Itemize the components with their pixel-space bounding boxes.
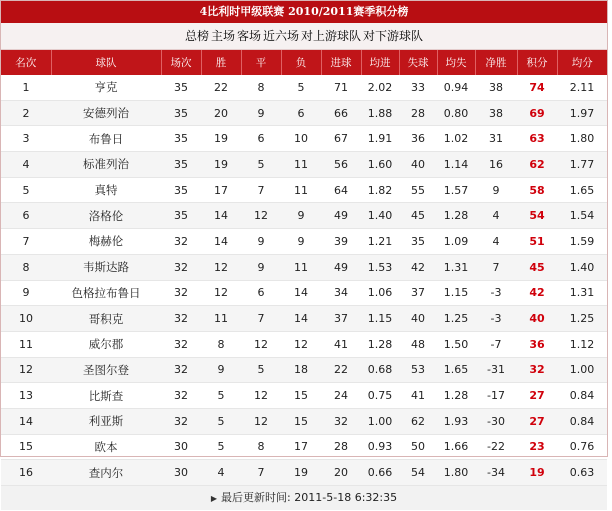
table-cell: 1.40: [557, 254, 607, 280]
table-cell: 32: [161, 306, 201, 332]
table-cell: 38: [475, 100, 517, 126]
table-cell: 31: [475, 126, 517, 152]
team-name-cell[interactable]: 真特: [51, 177, 161, 203]
page-title: 4比利时甲级联赛 2010/2011赛季积分榜: [1, 1, 607, 23]
table-cell: 36: [399, 126, 437, 152]
tab-0[interactable]: 总榜: [184, 29, 209, 43]
column-header: 场次: [161, 50, 201, 75]
table-cell: 1.59: [557, 229, 607, 255]
table-cell: 35: [161, 203, 201, 229]
table-cell: 39: [321, 229, 361, 255]
table-cell: 1.80: [557, 126, 607, 152]
column-header: 平: [241, 50, 281, 75]
table-cell: 12: [241, 203, 281, 229]
points-cell: 32: [517, 357, 557, 383]
table-cell: 1.88: [361, 100, 399, 126]
table-cell: 17: [201, 177, 241, 203]
table-cell: 1.65: [437, 357, 475, 383]
table-cell: 9: [281, 203, 321, 229]
table-cell: 1.25: [557, 306, 607, 332]
table-cell: 32: [161, 254, 201, 280]
table-cell: 0.84: [557, 408, 607, 434]
table-cell: 2.02: [361, 75, 399, 100]
table-cell: 2: [1, 100, 51, 126]
table-cell: 4: [475, 229, 517, 255]
table-cell: 7: [241, 306, 281, 332]
table-cell: 49: [321, 203, 361, 229]
table-cell: 40: [399, 152, 437, 178]
table-cell: 56: [321, 152, 361, 178]
table-cell: 5: [201, 383, 241, 409]
table-cell: 37: [321, 306, 361, 332]
table-row: [1, 357, 607, 383]
table-cell: 7: [475, 254, 517, 280]
points-cell: 45: [517, 254, 557, 280]
column-header: 名次: [1, 50, 51, 75]
team-name-cell[interactable]: 安德列治: [51, 100, 161, 126]
standings-table: [1, 50, 607, 486]
column-header: 球队: [51, 50, 161, 75]
table-cell: -31: [475, 357, 517, 383]
table-cell: 1.97: [557, 100, 607, 126]
table-cell: 32: [161, 357, 201, 383]
table-cell: 12: [241, 408, 281, 434]
table-cell: 54: [399, 460, 437, 486]
table-cell: 35: [161, 100, 201, 126]
table-cell: 42: [399, 254, 437, 280]
column-header: 均进: [361, 50, 399, 75]
table-cell: 22: [321, 357, 361, 383]
table-cell: 9: [281, 229, 321, 255]
table-cell: 50: [399, 434, 437, 460]
table-cell: 1.50: [437, 331, 475, 357]
table-cell: 6: [281, 100, 321, 126]
table-cell: 8: [241, 434, 281, 460]
column-header: 均分: [557, 50, 607, 75]
table-cell: 20: [201, 100, 241, 126]
points-cell: 19: [517, 460, 557, 486]
team-name-cell[interactable]: 洛格伦: [51, 203, 161, 229]
table-cell: 35: [161, 152, 201, 178]
table-cell: 41: [399, 383, 437, 409]
table-row: [1, 280, 607, 306]
table-row: [1, 152, 607, 178]
table-cell: 3: [1, 126, 51, 152]
column-header: 胜: [201, 50, 241, 75]
table-cell: 16: [1, 460, 51, 486]
table-cell: 11: [201, 306, 241, 332]
table-cell: 1.80: [437, 460, 475, 486]
table-cell: 20: [321, 460, 361, 486]
table-cell: 1.60: [361, 152, 399, 178]
table-cell: 1.12: [557, 331, 607, 357]
table-cell: 5: [281, 75, 321, 100]
team-name-cell[interactable]: 欧本: [51, 434, 161, 460]
table-cell: 0.94: [437, 75, 475, 100]
table-cell: 14: [1, 408, 51, 434]
table-cell: 15: [281, 408, 321, 434]
table-cell: 32: [321, 408, 361, 434]
table-cell: 9: [241, 254, 281, 280]
last-updated-time: 2011-5-18 6:32:35: [294, 491, 398, 504]
team-name-cell[interactable]: 色格拉布鲁日: [51, 280, 161, 306]
table-cell: 18: [281, 357, 321, 383]
table-cell: 17: [281, 434, 321, 460]
table-cell: 32: [161, 331, 201, 357]
table-cell: 1.28: [361, 331, 399, 357]
table-cell: 5: [1, 177, 51, 203]
table-row: [1, 177, 607, 203]
column-header: 失球: [399, 50, 437, 75]
table-cell: 4: [475, 203, 517, 229]
team-name-cell[interactable]: 比斯查: [51, 383, 161, 409]
table-header-row: [1, 50, 607, 75]
table-cell: 4: [201, 460, 241, 486]
table-cell: 2.11: [557, 75, 607, 100]
table-cell: 12: [201, 280, 241, 306]
last-updated-label: 最后更新时间:: [221, 491, 291, 504]
table-cell: 12: [1, 357, 51, 383]
table-cell: 12: [201, 254, 241, 280]
table-row: [1, 100, 607, 126]
table-cell: 15: [1, 434, 51, 460]
table-cell: 1.28: [437, 383, 475, 409]
points-cell: 63: [517, 126, 557, 152]
table-cell: 62: [399, 408, 437, 434]
table-cell: 0.66: [361, 460, 399, 486]
table-cell: 66: [321, 100, 361, 126]
table-cell: 30: [161, 434, 201, 460]
table-cell: 40: [399, 306, 437, 332]
table-cell: 32: [161, 383, 201, 409]
table-cell: 48: [399, 331, 437, 357]
table-cell: 10: [1, 306, 51, 332]
table-cell: 1.66: [437, 434, 475, 460]
table-cell: 0.63: [557, 460, 607, 486]
table-cell: 22: [201, 75, 241, 100]
table-cell: 14: [201, 203, 241, 229]
table-cell: 1.82: [361, 177, 399, 203]
team-name-cell[interactable]: 标准列治: [51, 152, 161, 178]
table-cell: 1.40: [361, 203, 399, 229]
table-cell: 32: [161, 280, 201, 306]
table-cell: 14: [281, 306, 321, 332]
table-cell: 35: [161, 126, 201, 152]
table-cell: 1.28: [437, 203, 475, 229]
team-name-cell[interactable]: 亨克: [51, 75, 161, 100]
table-cell: -30: [475, 408, 517, 434]
table-cell: 16: [475, 152, 517, 178]
team-name-cell[interactable]: 布鲁日: [51, 126, 161, 152]
team-name-cell[interactable]: 威尔郡: [51, 331, 161, 357]
table-cell: 19: [201, 152, 241, 178]
table-cell: -7: [475, 331, 517, 357]
table-cell: 9: [201, 357, 241, 383]
table-cell: 37: [399, 280, 437, 306]
triangle-right-icon: ▶: [210, 494, 218, 503]
table-cell: 34: [321, 280, 361, 306]
table-cell: 1.15: [361, 306, 399, 332]
table-cell: 4: [1, 152, 51, 178]
table-cell: 7: [241, 177, 281, 203]
team-name-cell[interactable]: 哥积克: [51, 306, 161, 332]
column-header: 积分: [517, 50, 557, 75]
last-updated: [1, 486, 607, 510]
table-row: [1, 203, 607, 229]
table-cell: 12: [281, 331, 321, 357]
points-cell: 27: [517, 383, 557, 409]
table-cell: 1.53: [361, 254, 399, 280]
table-cell: 6: [241, 280, 281, 306]
view-tabs: [1, 23, 607, 50]
table-cell: 0.80: [437, 100, 475, 126]
table-cell: 0.84: [557, 383, 607, 409]
tab-1[interactable]: 主场: [210, 29, 235, 43]
tab-4[interactable]: 对上游球队: [301, 29, 362, 43]
table-row: [1, 254, 607, 280]
table-cell: 0.68: [361, 357, 399, 383]
points-cell: 62: [517, 152, 557, 178]
points-cell: 27: [517, 408, 557, 434]
points-cell: 23: [517, 434, 557, 460]
table-cell: 45: [399, 203, 437, 229]
table-cell: 5: [241, 357, 281, 383]
table-cell: -3: [475, 280, 517, 306]
table-row: [1, 126, 607, 152]
table-cell: 13: [1, 383, 51, 409]
table-cell: 14: [201, 229, 241, 255]
table-cell: 1.00: [557, 357, 607, 383]
table-cell: 19: [201, 126, 241, 152]
table-cell: 5: [201, 408, 241, 434]
table-cell: 1.93: [437, 408, 475, 434]
table-cell: 71: [321, 75, 361, 100]
table-cell: 0.93: [361, 434, 399, 460]
table-cell: 33: [399, 75, 437, 100]
table-cell: 24: [321, 383, 361, 409]
table-cell: 0.76: [557, 434, 607, 460]
team-name-cell[interactable]: 梅赫伦: [51, 229, 161, 255]
table-cell: 1.57: [437, 177, 475, 203]
table-cell: 1: [1, 75, 51, 100]
points-cell: 36: [517, 331, 557, 357]
table-row: [1, 229, 607, 255]
table-row: [1, 408, 607, 434]
table-cell: 1.00: [361, 408, 399, 434]
table-cell: 55: [399, 177, 437, 203]
table-row: [1, 460, 607, 486]
table-row: [1, 434, 607, 460]
table-cell: 30: [161, 460, 201, 486]
table-cell: 1.06: [361, 280, 399, 306]
table-cell: 32: [161, 229, 201, 255]
table-cell: 8: [201, 331, 241, 357]
table-cell: 6: [241, 126, 281, 152]
table-cell: 12: [241, 383, 281, 409]
table-cell: 7: [1, 229, 51, 255]
points-cell: 58: [517, 177, 557, 203]
points-cell: 54: [517, 203, 557, 229]
table-cell: 19: [281, 460, 321, 486]
table-cell: -17: [475, 383, 517, 409]
table-cell: 9: [1, 280, 51, 306]
table-cell: 11: [281, 254, 321, 280]
table-cell: 35: [161, 75, 201, 100]
tab-2[interactable]: 客场: [236, 29, 261, 43]
table-row: [1, 75, 607, 100]
table-cell: 9: [241, 100, 281, 126]
table-cell: 1.15: [437, 280, 475, 306]
team-name-cell[interactable]: 查内尔: [51, 460, 161, 486]
table-row: [1, 306, 607, 332]
table-cell: 1.54: [557, 203, 607, 229]
table-cell: 28: [399, 100, 437, 126]
table-cell: 8: [1, 254, 51, 280]
tab-5[interactable]: 对下游球队: [363, 29, 424, 43]
table-cell: -3: [475, 306, 517, 332]
table-cell: 32: [161, 408, 201, 434]
table-cell: 5: [241, 152, 281, 178]
tab-3[interactable]: 近六场: [263, 29, 300, 43]
table-cell: 5: [201, 434, 241, 460]
points-cell: 42: [517, 280, 557, 306]
table-cell: 14: [281, 280, 321, 306]
table-cell: 15: [281, 383, 321, 409]
table-body: [1, 75, 607, 486]
table-cell: 1.02: [437, 126, 475, 152]
table-cell: 10: [281, 126, 321, 152]
table-cell: 35: [399, 229, 437, 255]
table-cell: 64: [321, 177, 361, 203]
table-cell: 1.09: [437, 229, 475, 255]
team-name-cell[interactable]: 圣图尔登: [51, 357, 161, 383]
table-cell: 1.25: [437, 306, 475, 332]
table-cell: 1.14: [437, 152, 475, 178]
table-cell: 53: [399, 357, 437, 383]
table-row: [1, 383, 607, 409]
table-cell: 1.65: [557, 177, 607, 203]
column-header: 进球: [321, 50, 361, 75]
table-cell: 7: [241, 460, 281, 486]
table-cell: 1.21: [361, 229, 399, 255]
table-cell: 11: [281, 152, 321, 178]
table-cell: -22: [475, 434, 517, 460]
table-cell: 41: [321, 331, 361, 357]
table-cell: 1.31: [557, 280, 607, 306]
table-cell: 12: [241, 331, 281, 357]
column-header: 净胜: [475, 50, 517, 75]
table-row: [1, 331, 607, 357]
table-cell: 9: [241, 229, 281, 255]
table-cell: 38: [475, 75, 517, 100]
points-cell: 69: [517, 100, 557, 126]
table-cell: 28: [321, 434, 361, 460]
table-cell: 6: [1, 203, 51, 229]
points-cell: 40: [517, 306, 557, 332]
table-cell: 1.31: [437, 254, 475, 280]
column-header: 负: [281, 50, 321, 75]
table-cell: 11: [281, 177, 321, 203]
points-cell: 74: [517, 75, 557, 100]
team-name-cell[interactable]: 利亚斯: [51, 408, 161, 434]
table-cell: 35: [161, 177, 201, 203]
table-cell: 1.77: [557, 152, 607, 178]
table-cell: 67: [321, 126, 361, 152]
table-cell: 49: [321, 254, 361, 280]
table-cell: 8: [241, 75, 281, 100]
table-cell: -34: [475, 460, 517, 486]
table-cell: 0.75: [361, 383, 399, 409]
team-name-cell[interactable]: 韦斯达路: [51, 254, 161, 280]
table-cell: 1.91: [361, 126, 399, 152]
table-cell: 9: [475, 177, 517, 203]
points-cell: 51: [517, 229, 557, 255]
column-header: 均失: [437, 50, 475, 75]
table-cell: 11: [1, 331, 51, 357]
